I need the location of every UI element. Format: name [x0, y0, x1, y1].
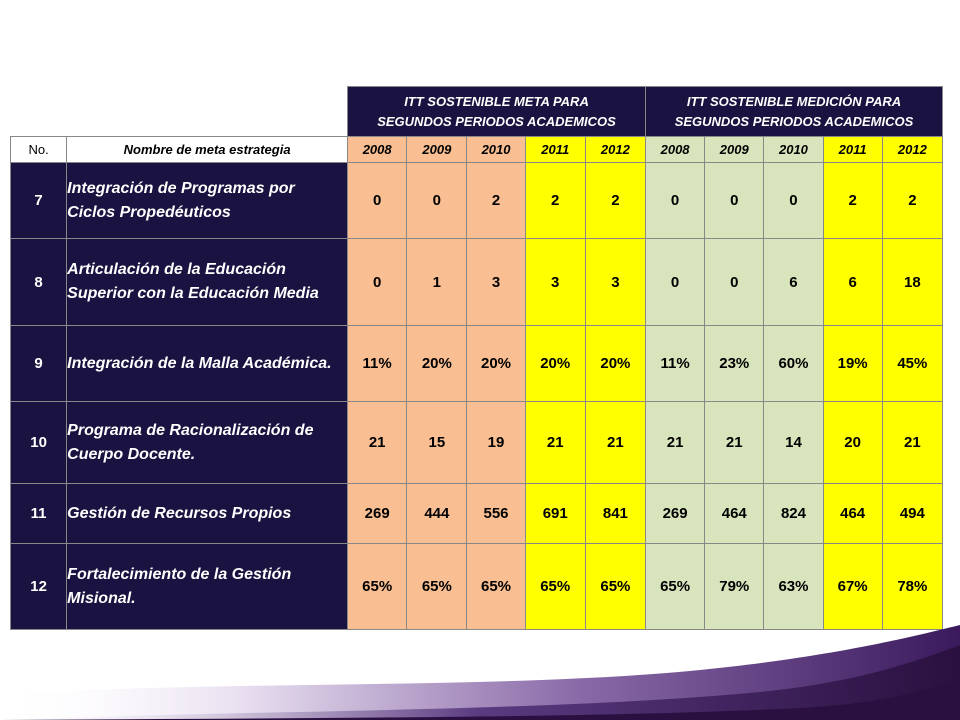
goal-value: 269	[645, 484, 704, 544]
goal-number: 9	[11, 326, 67, 402]
blank-corner	[11, 87, 67, 137]
goal-value: 841	[585, 484, 645, 544]
goal-name: Integración de Programas por Ciclos Propedéuticos	[67, 163, 348, 239]
goal-value: 20%	[585, 326, 645, 402]
column-header-year: 2008	[645, 137, 704, 163]
goal-value: 0	[407, 163, 467, 239]
goal-value: 21	[348, 402, 407, 484]
goal-value: 2	[585, 163, 645, 239]
goal-value: 444	[407, 484, 467, 544]
goal-value: 65%	[348, 544, 407, 630]
group-header-row	[11, 87, 943, 137]
goal-value: 21	[585, 402, 645, 484]
goal-value: 15	[407, 402, 467, 484]
goal-value: 79%	[705, 544, 764, 630]
group-header-meta-line-2: SEGUNDOS PERIODOS ACADEMICOS	[377, 113, 616, 129]
goal-number: 8	[11, 239, 67, 326]
column-header-no: No.	[11, 137, 67, 163]
goal-value: 78%	[882, 544, 942, 630]
goal-value: 0	[705, 163, 764, 239]
goal-value: 269	[348, 484, 407, 544]
goal-value: 65%	[407, 544, 467, 630]
goal-number: 12	[11, 544, 67, 630]
goal-value: 11%	[348, 326, 407, 402]
goal-number: 10	[11, 402, 67, 484]
goal-value: 464	[705, 484, 764, 544]
goal-value: 45%	[882, 326, 942, 402]
table-row	[11, 239, 943, 326]
goal-value: 494	[882, 484, 942, 544]
goal-number: 7	[11, 163, 67, 239]
column-header-year: 2009	[407, 137, 467, 163]
strategic-goals-table	[10, 86, 943, 630]
goal-name: Fortalecimiento de la Gestión Misional.	[67, 544, 348, 630]
group-header-meta	[348, 87, 646, 137]
goal-value: 65%	[585, 544, 645, 630]
goal-value: 3	[467, 239, 525, 326]
goal-value: 20%	[407, 326, 467, 402]
group-header-medicion-line-1: ITT SOSTENIBLE MEDICIÓN PARA	[686, 93, 902, 109]
column-header-year: 2010	[764, 137, 823, 163]
group-header-medicion-line-2: SEGUNDOS PERIODOS ACADEMICOS	[674, 113, 914, 129]
goal-value: 0	[645, 239, 704, 326]
column-header-year: 2011	[525, 137, 585, 163]
goal-value: 691	[525, 484, 585, 544]
goal-value: 11%	[645, 326, 704, 402]
goal-value: 3	[585, 239, 645, 326]
goal-value: 1	[407, 239, 467, 326]
goal-value: 65%	[467, 544, 525, 630]
goal-value: 18	[882, 239, 942, 326]
goal-value: 2	[467, 163, 525, 239]
goal-name: Gestión de Recursos Propios	[67, 484, 348, 544]
column-header-year: 2010	[467, 137, 525, 163]
goal-value: 6	[764, 239, 823, 326]
goal-value: 0	[705, 239, 764, 326]
goal-value: 556	[467, 484, 525, 544]
goal-value: 0	[348, 239, 407, 326]
goal-value: 21	[882, 402, 942, 484]
goal-value: 60%	[764, 326, 823, 402]
goal-name: Articulación de la Educación Superior con la Educación Media	[67, 239, 348, 326]
column-header-name: Nombre de meta estrategia	[67, 137, 348, 163]
goal-value: 2	[882, 163, 942, 239]
goal-value: 65%	[645, 544, 704, 630]
goal-value: 824	[764, 484, 823, 544]
goal-value: 2	[823, 163, 882, 239]
column-header-year: 2009	[705, 137, 764, 163]
goal-number: 11	[11, 484, 67, 544]
goal-value: 3	[525, 239, 585, 326]
goal-value: 21	[645, 402, 704, 484]
column-header-row	[11, 137, 943, 163]
goal-value: 20%	[525, 326, 585, 402]
decorative-swoosh	[0, 600, 960, 720]
table-row	[11, 402, 943, 484]
goal-value: 2	[525, 163, 585, 239]
group-header-medicion	[645, 87, 942, 137]
column-header-year: 2008	[348, 137, 407, 163]
column-header-year: 2012	[882, 137, 942, 163]
goal-value: 67%	[823, 544, 882, 630]
goal-value: 0	[764, 163, 823, 239]
goal-value: 0	[645, 163, 704, 239]
goal-value: 20%	[467, 326, 525, 402]
table-row	[11, 484, 943, 544]
goal-value: 20	[823, 402, 882, 484]
group-header-meta-line-1: ITT SOSTENIBLE META PARA	[404, 93, 589, 109]
blank-corner	[67, 87, 348, 137]
table-row	[11, 326, 943, 402]
goal-value: 21	[525, 402, 585, 484]
table-row	[11, 163, 943, 239]
goal-name: Integración de la Malla Académica.	[67, 326, 348, 402]
goal-value: 65%	[525, 544, 585, 630]
goal-value: 19%	[823, 326, 882, 402]
goal-value: 21	[705, 402, 764, 484]
goal-value: 14	[764, 402, 823, 484]
goal-value: 0	[348, 163, 407, 239]
goal-value: 23%	[705, 326, 764, 402]
goal-value: 19	[467, 402, 525, 484]
goal-value: 63%	[764, 544, 823, 630]
goal-name: Programa de Racionalización de Cuerpo Docente.	[67, 402, 348, 484]
column-header-year: 2012	[585, 137, 645, 163]
goal-value: 464	[823, 484, 882, 544]
goal-value: 6	[823, 239, 882, 326]
column-header-year: 2011	[823, 137, 882, 163]
